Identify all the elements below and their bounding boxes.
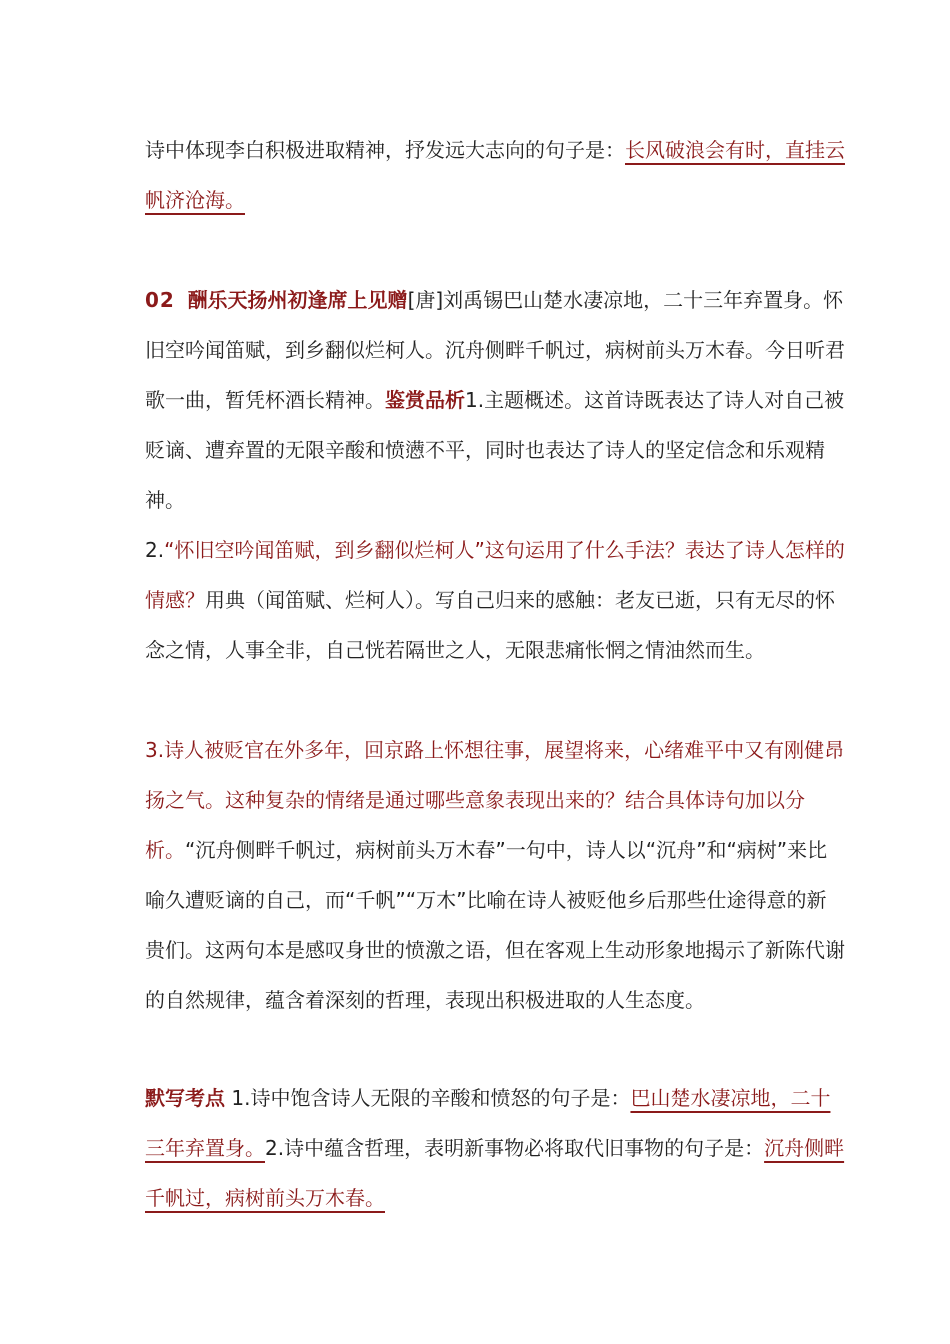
- dictation-a1: 巴山楚水凄凉地，二十三年弃置身。: [145, 1086, 831, 1160]
- paragraph-libai-answer: [145, 125, 845, 225]
- question-text: 诗中体现李白积极进取精神，抒发远大志向的句子是：: [145, 138, 625, 162]
- question-2-text: “怀旧空吟闻笛赋，到乡翻似烂柯人”这句运用了什么手法？表达了诗人怎样的情感？: [145, 538, 845, 612]
- question-2-answer: 用典（闻笛赋、烂柯人）。写自己归来的感触：老友已逝，只有无尽的怀念之情，人事全非，自己恍若隔世之人，无限悲痛怅惘之情油然而生。: [145, 588, 835, 662]
- question-number: 2.: [145, 538, 165, 562]
- poem-body: 巴山楚水凄凉地，二十三年弃置身。怀旧空吟闻笛赋，到乡翻似烂柯人。沉舟侧畔千帆过，病树前头万木春。今日听君歌一曲，暂凭杯酒长精神。: [145, 288, 845, 412]
- poem-title: 酬乐天扬州初逢席上见赠: [187, 288, 408, 312]
- poem-author: [唐]刘禹锡: [407, 288, 504, 312]
- question-3-text: 3.诗人被贬官在外多年，回京路上怀想往事，展望将来，心绪难平中又有刚健昂扬之气。这种复杂的情绪是通过哪些意象表现出来的？结合具体诗句加以分析。: [145, 738, 845, 862]
- answer-underlined: 长风破浪会有时，直挂云帆济沧海。: [145, 138, 845, 212]
- question-3-answer: “沉舟侧畔千帆过，病树前头万木春”一句中，诗人以“沉舟”和“病树”来比喻久遭贬谪的自己，而“千帆”“万木”比喻在诗人被贬他乡后那些仕途得意的新贵们。这两句本是感叹身世的愤激之语，但在客观上生动形象地揭示了新陈代谢的自然规律，蕴含着深刻的哲理，表现出积极进取的人生态度。: [145, 838, 845, 1012]
- dictation-q2: 2.诗中蕴含哲理，表明新事物必将取代旧事物的句子是：: [265, 1136, 765, 1160]
- paragraph-poem-02: [145, 275, 845, 525]
- dictation-q1: 1.诗中饱含诗人无限的辛酸和愤怒的句子是：: [231, 1086, 631, 1110]
- appreciation-label: 鉴赏品析: [385, 388, 465, 412]
- section-number: 02: [145, 288, 175, 312]
- dictation-a2: 沉舟侧畔千帆过，病树前头万木春。: [145, 1136, 845, 1210]
- dictation-label: 默写考点: [145, 1086, 225, 1110]
- theme-summary: 1.主题概述。这首诗既表达了诗人对自己被贬谪、遭弃置的无限辛酸和愤懑不平，同时也表达了诗人的坚定信念和乐观精神。: [145, 388, 845, 512]
- paragraph-question-3: [145, 725, 845, 1025]
- paragraph-question-2: [145, 525, 845, 675]
- paragraph-dictation: [145, 1073, 845, 1223]
